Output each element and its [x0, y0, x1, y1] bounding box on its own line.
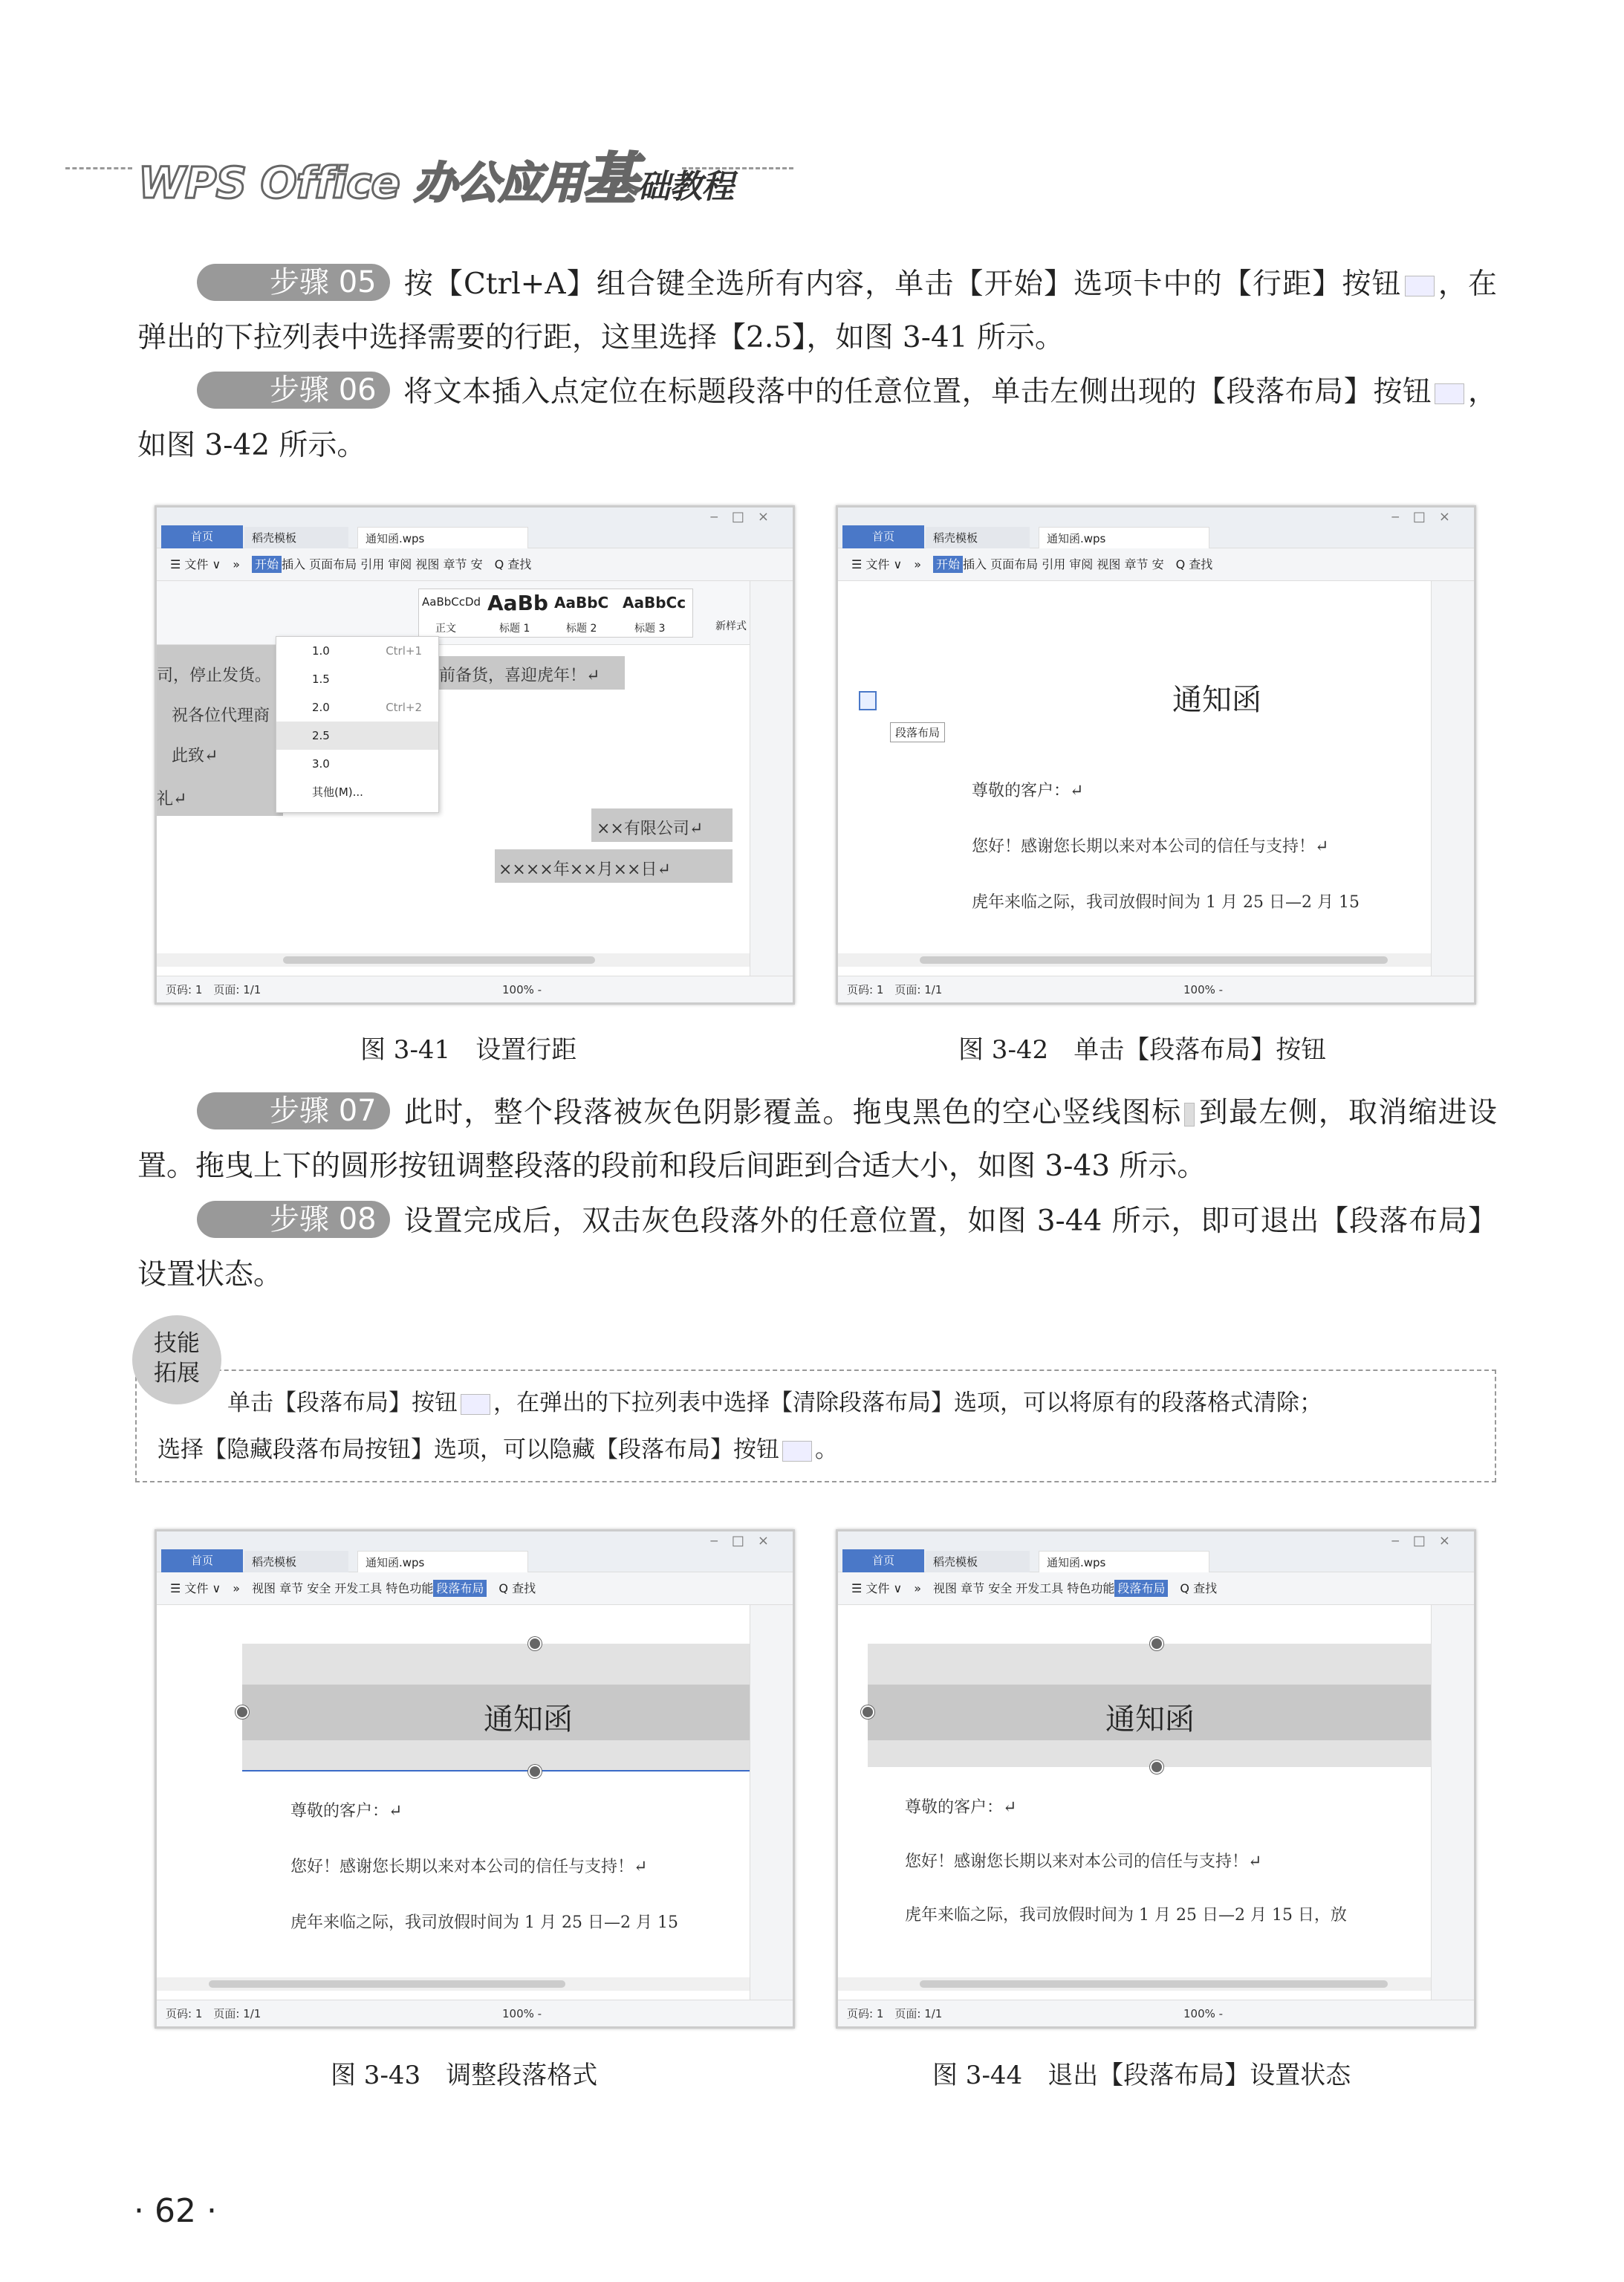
tip-line-1 — [227, 1378, 1322, 1427]
right-sidebar — [1431, 1605, 1474, 2000]
step-05-text: 按【Ctrl+A】组合键全选所有内容，单击【开始】选项卡中的【行距】按钮 — [403, 268, 1402, 301]
status-bar — [157, 976, 793, 1002]
right-sidebar — [750, 581, 793, 976]
menu-bar: ☰ 文件 ∨ » 开始 插入 页面布局 引用 审阅 视图 章节 安 Q 查找 — [157, 548, 793, 581]
tip-line-1b: ，在弹出的下拉列表中选择【清除段落布局】选项，可以将原有的段落格式清除； — [493, 1390, 1322, 1416]
paragraph-layout-icon — [1435, 383, 1464, 404]
tip-badge — [132, 1315, 221, 1404]
header-rule-left — [65, 167, 132, 169]
status-page: 页码: 1 页面: 1/1 — [166, 2007, 262, 2020]
spacing-before-handle[interactable] — [528, 1637, 542, 1650]
doc-line-1: 您好！感谢您长期以来对本公司的信任与支持！↵ — [290, 1858, 648, 1876]
spacing-before-handle[interactable] — [1150, 1637, 1163, 1650]
document-canvas[interactable] — [838, 1605, 1431, 1977]
book-title — [138, 135, 733, 214]
paragraph-spacing-before — [242, 1644, 751, 1685]
doc-fragment-3: 此致↵ — [172, 747, 218, 765]
document-canvas[interactable] — [838, 581, 1431, 953]
style-h1-label: 标题 1 — [499, 623, 530, 635]
window-controls[interactable]: ‒□× — [1391, 1533, 1464, 1549]
tip-line-2 — [157, 1425, 838, 1474]
file-menu[interactable]: ☰ 文件 ∨ — [170, 1581, 221, 1595]
tab-bar — [838, 508, 1474, 548]
line-spacing-option-more[interactable]: 其他(M)... — [312, 785, 363, 799]
style-normal-label: 正文 — [435, 623, 456, 635]
paragraph-layout-icon — [461, 1394, 490, 1415]
tab-document[interactable]: 通知函.wps — [1039, 527, 1209, 549]
horizontal-scrollbar[interactable] — [838, 953, 1431, 967]
tab-bar — [838, 1531, 1474, 1572]
paragraph-layout-icon — [782, 1441, 812, 1462]
tab-template[interactable]: 稻壳模板 — [926, 527, 1030, 549]
document-canvas[interactable] — [157, 645, 750, 953]
tab-template[interactable]: 稻壳模板 — [244, 527, 348, 549]
search-button[interactable]: Q 查找 — [1175, 557, 1213, 571]
status-page: 页码: 1 页面: 1/1 — [166, 983, 262, 996]
doc-salutation: 尊敬的客户：↵ — [905, 1798, 1017, 1817]
tab-document[interactable]: 通知函.wps — [357, 527, 528, 549]
status-bar — [838, 976, 1474, 1002]
window-controls[interactable]: ‒□× — [1391, 509, 1464, 525]
doc-date: ××××年××月××日↵ — [498, 860, 671, 879]
file-menu[interactable]: ☰ 文件 ∨ — [851, 557, 903, 571]
step-06-paragraph — [137, 366, 1497, 473]
horizontal-scrollbar[interactable] — [157, 1977, 750, 1991]
tab-template[interactable]: 稻壳模板 — [926, 1551, 1030, 1573]
line-spacing-option[interactable]: 1.5 — [312, 672, 330, 686]
line-spacing-option[interactable]: 2.0 Ctrl+2 — [312, 701, 422, 714]
ribbon-tabs[interactable]: 插入 页面布局 引用 审阅 视图 章节 安 — [282, 557, 483, 571]
window-controls[interactable]: ‒□× — [709, 509, 782, 525]
step-06-text: 将文本插入点定位在标题段落中的任意位置，单击左侧出现的【段落布局】按钮 — [403, 375, 1432, 409]
scroll-thumb[interactable] — [283, 956, 595, 964]
doc-fragment-1b: 前备货，喜迎虎年！↵ — [439, 667, 600, 685]
status-bar — [838, 2000, 1474, 2026]
scroll-thumb[interactable] — [920, 1980, 1388, 1988]
tip-line-1a: 单击【段落布局】按钮 — [227, 1390, 458, 1416]
right-sidebar — [750, 1605, 793, 2000]
step-08-text: 设置完成后，双击灰色段落外的任意位置，如图 3-44 所示，即可退出【段落布局】设置状态。 — [137, 1205, 1497, 1291]
step-06-label: 步骤 06 — [197, 372, 390, 409]
tip-line-2b: 。 — [815, 1436, 838, 1463]
style-normal[interactable]: AaBbCcDd — [422, 595, 481, 609]
style-heading-2[interactable]: AaBbC — [554, 594, 609, 612]
doc-company: ××有限公司↵ — [597, 820, 704, 838]
doc-title: 通知函 — [1105, 1702, 1195, 1737]
file-menu[interactable]: ☰ 文件 ∨ — [170, 557, 221, 571]
horizontal-scrollbar[interactable] — [157, 953, 750, 967]
ribbon — [157, 581, 793, 645]
tab-bar — [157, 1531, 793, 1572]
menu-bar: ☰ 文件 ∨ » 视图 章节 安全 开发工具 特色功能 段落布局 Q 查找 — [838, 1572, 1474, 1605]
paragraph-spacing-after — [868, 1740, 1432, 1767]
style-heading-1[interactable]: AaBb — [487, 591, 548, 615]
window-controls[interactable]: ‒□× — [709, 1533, 782, 1549]
doc-fragment-4: 礼↵ — [157, 790, 187, 808]
spacing-after-handle[interactable] — [1150, 1760, 1163, 1774]
scroll-thumb[interactable] — [209, 1980, 565, 1988]
line-spacing-icon — [1405, 276, 1435, 296]
tab-start[interactable]: 开始 — [933, 556, 963, 573]
screenshot-fig-3-42 — [836, 505, 1476, 1005]
zoom-level[interactable]: 100% - — [1183, 2007, 1224, 2020]
paragraph-layout-button[interactable] — [859, 691, 877, 710]
status-bar — [157, 2000, 793, 2026]
tab-home[interactable]: 首页 — [842, 525, 924, 549]
tab-document[interactable]: 通知函.wps — [357, 1551, 528, 1573]
style-h3-label: 标题 3 — [634, 623, 666, 635]
doc-fragment-2: 祝各位代理商 — [172, 707, 270, 725]
paragraph-spacing-before — [868, 1644, 1432, 1685]
step-05-paragraph — [137, 258, 1497, 365]
search-button[interactable]: Q 查找 — [494, 557, 532, 571]
tab-document[interactable]: 通知函.wps — [1039, 1551, 1209, 1573]
screenshot-fig-3-41 — [155, 505, 795, 1005]
tab-paragraph-layout[interactable]: 段落布局 — [1114, 1580, 1168, 1597]
caption-fig-3-43: 图 3-43 调整段落格式 — [331, 2061, 598, 2090]
right-sidebar — [1431, 581, 1474, 976]
doc-salutation: 尊敬的客户：↵ — [972, 782, 1084, 800]
screenshot-fig-3-44 — [836, 1529, 1476, 2029]
search-button[interactable]: Q 查找 — [498, 1581, 536, 1595]
horizontal-scrollbar[interactable] — [838, 1977, 1431, 1991]
spacing-after-handle[interactable] — [528, 1765, 542, 1778]
tab-start[interactable]: 开始 — [252, 556, 282, 573]
tab-paragraph-layout[interactable]: 段落布局 — [433, 1580, 487, 1597]
tab-template[interactable]: 稻壳模板 — [244, 1551, 348, 1573]
zoom-level[interactable]: 100% - — [502, 2007, 542, 2020]
doc-line-1: 您好！感谢您长期以来对本公司的信任与支持！↵ — [972, 837, 1329, 856]
step-07-text2: 到最左侧，取消缩进设置。拖曳上下的圆形按钮调整段落的段前和段后间距到合适大小，如图 3-43 所示。 — [137, 1096, 1497, 1183]
line-spacing-option[interactable]: 1.0 Ctrl+1 — [312, 644, 422, 658]
tab-home[interactable]: 首页 — [161, 525, 243, 549]
zoom-level[interactable]: 100% - — [502, 983, 542, 996]
indent-handle[interactable] — [236, 1705, 249, 1719]
ribbon-tabs[interactable]: 视图 章节 安全 开发工具 特色功能 — [252, 1581, 434, 1595]
tab-home[interactable]: 首页 — [161, 1549, 243, 1573]
step-07-label: 步骤 07 — [197, 1092, 390, 1129]
document-canvas[interactable] — [157, 1605, 750, 1977]
doc-title: 通知函 — [1172, 683, 1261, 717]
step-08-paragraph — [137, 1195, 1497, 1302]
indent-handle[interactable] — [861, 1705, 874, 1719]
tip-badge-line-1: 技能 — [154, 1330, 200, 1357]
menu-bar: ☰ 文件 ∨ » 视图 章节 安全 开发工具 特色功能 段落布局 Q 查找 — [157, 1572, 793, 1605]
doc-line-2: 虎年来临之际，我司放假时间为 1 月 25 日—2 月 15 — [290, 1913, 678, 1932]
tip-line-2a: 选择【隐藏段落布局按钮】选项，可以隐藏【段落布局】按钮 — [157, 1436, 779, 1463]
paragraph-layout-tooltip: 段落布局 — [890, 722, 945, 742]
style-gallery[interactable] — [418, 589, 693, 638]
page-number: · 62 · — [134, 2192, 217, 2230]
step-08-label: 步骤 08 — [197, 1201, 390, 1238]
doc-line-2: 虎年来临之际，我司放假时间为 1 月 25 日—2 月 15 — [972, 893, 1360, 912]
line-spacing-dropdown — [276, 636, 439, 813]
step-05-label: 步骤 05 — [197, 264, 390, 301]
tip-badge-line-2: 拓展 — [154, 1360, 200, 1387]
doc-line-1: 您好！感谢您长期以来对本公司的信任与支持！↵ — [905, 1852, 1262, 1871]
step-06-text2: ，如图 3-42 所示。 — [137, 375, 1497, 462]
doc-line-2: 虎年来临之际，我司放假时间为 1 月 25 日—2 月 15 日，放 — [905, 1906, 1347, 1925]
status-page: 页码: 1 页面: 1/1 — [847, 2007, 943, 2020]
caption-fig-3-41: 图 3-41 设置行距 — [360, 1035, 577, 1065]
status-page: 页码: 1 页面: 1/1 — [847, 983, 943, 996]
doc-salutation: 尊敬的客户：↵ — [290, 1802, 403, 1821]
style-h2-label: 标题 2 — [566, 623, 597, 635]
ribbon-tabs[interactable]: 插入 页面布局 引用 审阅 视图 章节 安 — [963, 557, 1164, 571]
scroll-thumb[interactable] — [920, 956, 1388, 964]
new-style-button[interactable]: 新样式 — [715, 620, 747, 632]
menu-bar: ☰ 文件 ∨ » 开始 插入 页面布局 引用 审阅 视图 章节 安 Q 查找 — [838, 548, 1474, 581]
caption-fig-3-44: 图 3-44 退出【段落布局】设置状态 — [932, 2061, 1351, 2090]
book-title-big: 基 — [583, 147, 638, 211]
tab-bar — [157, 508, 793, 548]
search-button[interactable]: Q 查找 — [1180, 1581, 1218, 1595]
book-title-suffix: 础教程 — [637, 168, 734, 206]
ribbon-tabs[interactable]: 视图 章节 安全 开发工具 特色功能 — [933, 1581, 1115, 1595]
file-menu[interactable]: ☰ 文件 ∨ — [851, 1581, 903, 1595]
style-heading-3[interactable]: AaBbCc — [623, 594, 686, 612]
line-spacing-option[interactable]: 3.0 — [312, 757, 330, 771]
header-rule-right — [682, 167, 793, 169]
line-spacing-option-selected[interactable]: 2.5 — [276, 722, 438, 750]
screenshot-fig-3-43 — [155, 1529, 795, 2029]
step-07-text: 此时，整个段落被灰色阴影覆盖。拖曳黑色的空心竖线图标 — [403, 1096, 1182, 1129]
caption-fig-3-42: 图 3-42 单击【段落布局】按钮 — [958, 1035, 1327, 1065]
paragraph-spacing-after — [242, 1740, 751, 1772]
book-title-prefix: WPS Office 办公应用 — [138, 158, 584, 208]
zoom-level[interactable]: 100% - — [1183, 983, 1224, 996]
step-07-paragraph — [137, 1086, 1497, 1193]
doc-fragment-1: 司，停止发货。 — [157, 667, 272, 685]
step-05-text2: ，在弹出的下拉列表中选择需要的行距，这里选择【2.5】，如图 3-41 所示。 — [137, 268, 1497, 354]
doc-title: 通知函 — [484, 1702, 573, 1737]
tab-home[interactable]: 首页 — [842, 1549, 924, 1573]
indent-handle-icon — [1184, 1103, 1195, 1127]
